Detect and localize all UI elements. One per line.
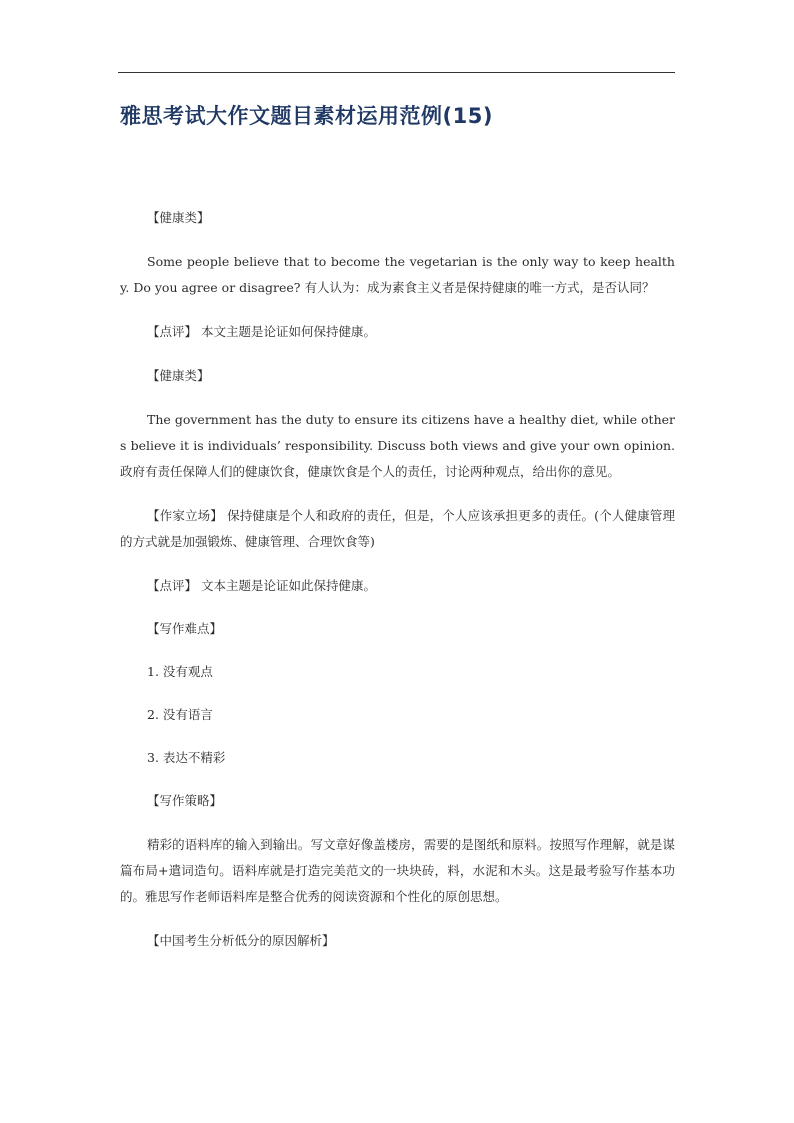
writing-difficulty-heading: 【写作难点】 <box>147 621 223 636</box>
document-body <box>120 205 675 954</box>
header-rule <box>118 72 675 73</box>
list-item: 2. 没有语言 <box>147 707 213 722</box>
writing-strategy-heading: 【写作策略】 <box>147 793 223 808</box>
section-heading-health-2: 【健康类】 <box>147 368 210 383</box>
list-item: 1. 没有观点 <box>147 664 213 679</box>
essay-prompt-government-diet: The government has the duty to ensure its citizens have a healthy diet, while others believe it is individuals’ responsibility. Discuss both views and give your own opinion. 政府有责任保障人们的健康饮食，健康饮食是个人的责任，讨论两种观点，给出你的意见。 <box>120 412 675 479</box>
writing-strategy-paragraph: 精彩的语料库的输入到输出。写文章好像盖楼房，需要的是图纸和原料。按照写作理解，就是谋篇布局+遣词造句。语料库就是打造完美范文的一块块砖，料，水泥和木头。这是最考验写作基本功的。雅思写作老师语料库是整合优秀的阅读资源和个性化的原创思想。 <box>120 837 675 904</box>
comment-heading-2: 【点评】 文本主题是论证如此保持健康。 <box>147 578 376 593</box>
section-heading-health-1: 【健康类】 <box>147 210 210 225</box>
list-item: 3. 表达不精彩 <box>147 750 226 765</box>
document-title: 雅思考试大作文题目素材运用范例(15) <box>120 104 493 128</box>
author-position: 【作家立场】 保持健康是个人和政府的责任，但是，个人应该承担更多的责任。(个人健康管理的方式就是加强锻炼、健康管理、合理饮食等) <box>120 508 675 549</box>
essay-prompt-vegetarian: Some people believe that to become the vegetarian is the only way to keep healthy. Do you agree or disagree? 有人认为：成为素食主义者是保持健康的唯一方式，是否认同？ <box>120 254 675 295</box>
low-score-analysis-heading: 【中国考生分析低分的原因解析】 <box>147 933 335 948</box>
comment-heading-1: 【点评】 本文主题是论证如何保持健康。 <box>147 324 376 339</box>
